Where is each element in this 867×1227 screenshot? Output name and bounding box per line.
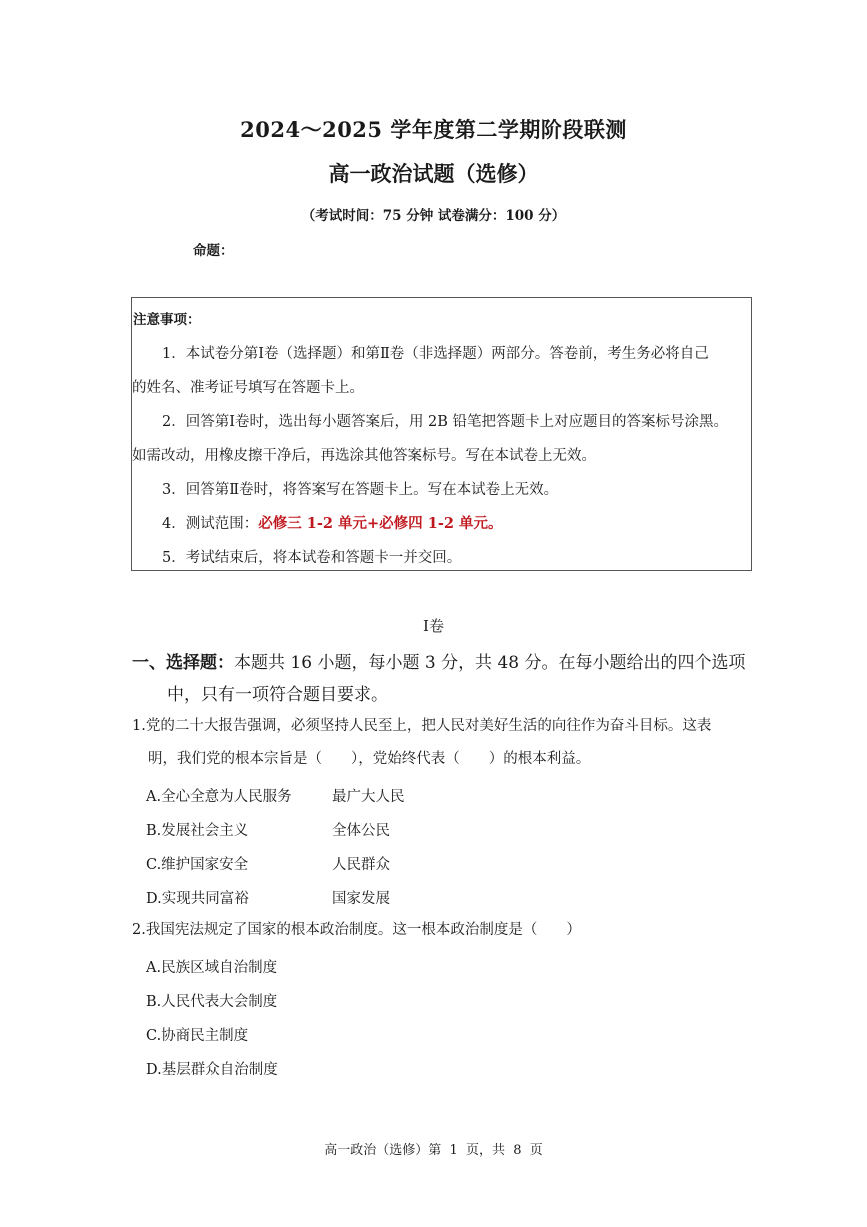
notice-item-5: 5．考试结束后，将本试卷和答题卡一并交回。 [162, 550, 462, 566]
notice-item-2-line-2: 如需改动，用橡皮擦干净后，再选涂其他答案标号。写在本试卷上无效。 [132, 448, 596, 464]
question-1-option-d: D.实现共同富裕 [146, 891, 249, 907]
question-2-option-b: B.人民代表大会制度 [146, 994, 278, 1010]
question-1-option-c-part-2: 人民群众 [332, 857, 390, 873]
question-1-stem-line-1: 1.党的二十大报告强调，必须坚持人民至上，把人民对美好生活的向往作为奋斗目标。这表 [132, 718, 712, 734]
question-2-stem [132, 914, 752, 947]
question-2-option-d: D.基层群众自治制度 [146, 1062, 278, 1078]
test-scope: 必修三 1-2 单元+必修四 1-2 单元。 [258, 515, 503, 532]
exam-title: 2024～2025 学年度第二学期阶段联测 [240, 117, 627, 142]
notice-title: 注意事项： [133, 312, 201, 328]
exam-subtitle: 高一政治试题（选修） [328, 161, 539, 186]
notice-item-2-line-1: 2．回答第Ⅰ卷时，选出每小题答案后，用 2B 铅笔把答题卡上对应题目的答案标号涂黑。 [162, 414, 729, 430]
section-mark: Ⅰ卷 [423, 617, 444, 635]
question-1-option-c: C.维护国家安全 [146, 857, 249, 873]
notice-item-1-line-1: 1．本试卷分第Ⅰ卷（选择题）和第Ⅱ卷（非选择题）两部分。答卷前，考生务必将自己 [162, 346, 709, 362]
notice-box [131, 297, 752, 571]
author-label: 命题： [193, 243, 234, 259]
question-1-option-a-part-2: 最广大人民 [332, 789, 405, 805]
notice-item-4-prefix: 4．测试范围： [162, 516, 259, 532]
question-1-option-b: B.发展社会主义 [146, 823, 249, 839]
question-1-option-d-part-2: 国家发展 [332, 891, 390, 907]
question-2-option-a: A.民族区域自治制度 [146, 960, 278, 976]
question-1-stem [132, 710, 752, 776]
question-2-option-c: C.协商民主制度 [146, 1028, 249, 1044]
page-footer: 高一政治（选修）第 1 页，共 8 页 [324, 1143, 543, 1158]
question-1-option-b-part-2: 全体公民 [332, 823, 390, 839]
notice-item-4 [162, 512, 502, 533]
question-1-option-a: A.全心全意为人民服务 [146, 789, 292, 805]
notice-item-3: 3．回答第Ⅱ卷时，将答案写在答题卡上。写在本试卷上无效。 [162, 482, 559, 498]
notice-item-1-line-2: 的姓名、准考证号填写在答题卡上。 [132, 380, 364, 396]
question-2-stem-line-1: 2.我国宪法规定了国家的根本政治制度。这一根本政治制度是（ ） [132, 922, 581, 938]
question-1-stem-line-2: 明，我们党的根本宗旨是（ ），党始终代表（ ）的根本利益。 [148, 751, 591, 767]
section-desc-line-2: 中，只有一项符合题目要求。 [167, 685, 388, 705]
section-label: 一、选择题： [132, 653, 234, 673]
section-desc-line-1: 本题共 16 小题，每小题 3 分，共 48 分。在每小题给出的四个选项 [234, 653, 746, 673]
section-heading [132, 647, 752, 711]
exam-info: （考试时间：75 分钟 试卷满分：100 分） [301, 208, 566, 224]
